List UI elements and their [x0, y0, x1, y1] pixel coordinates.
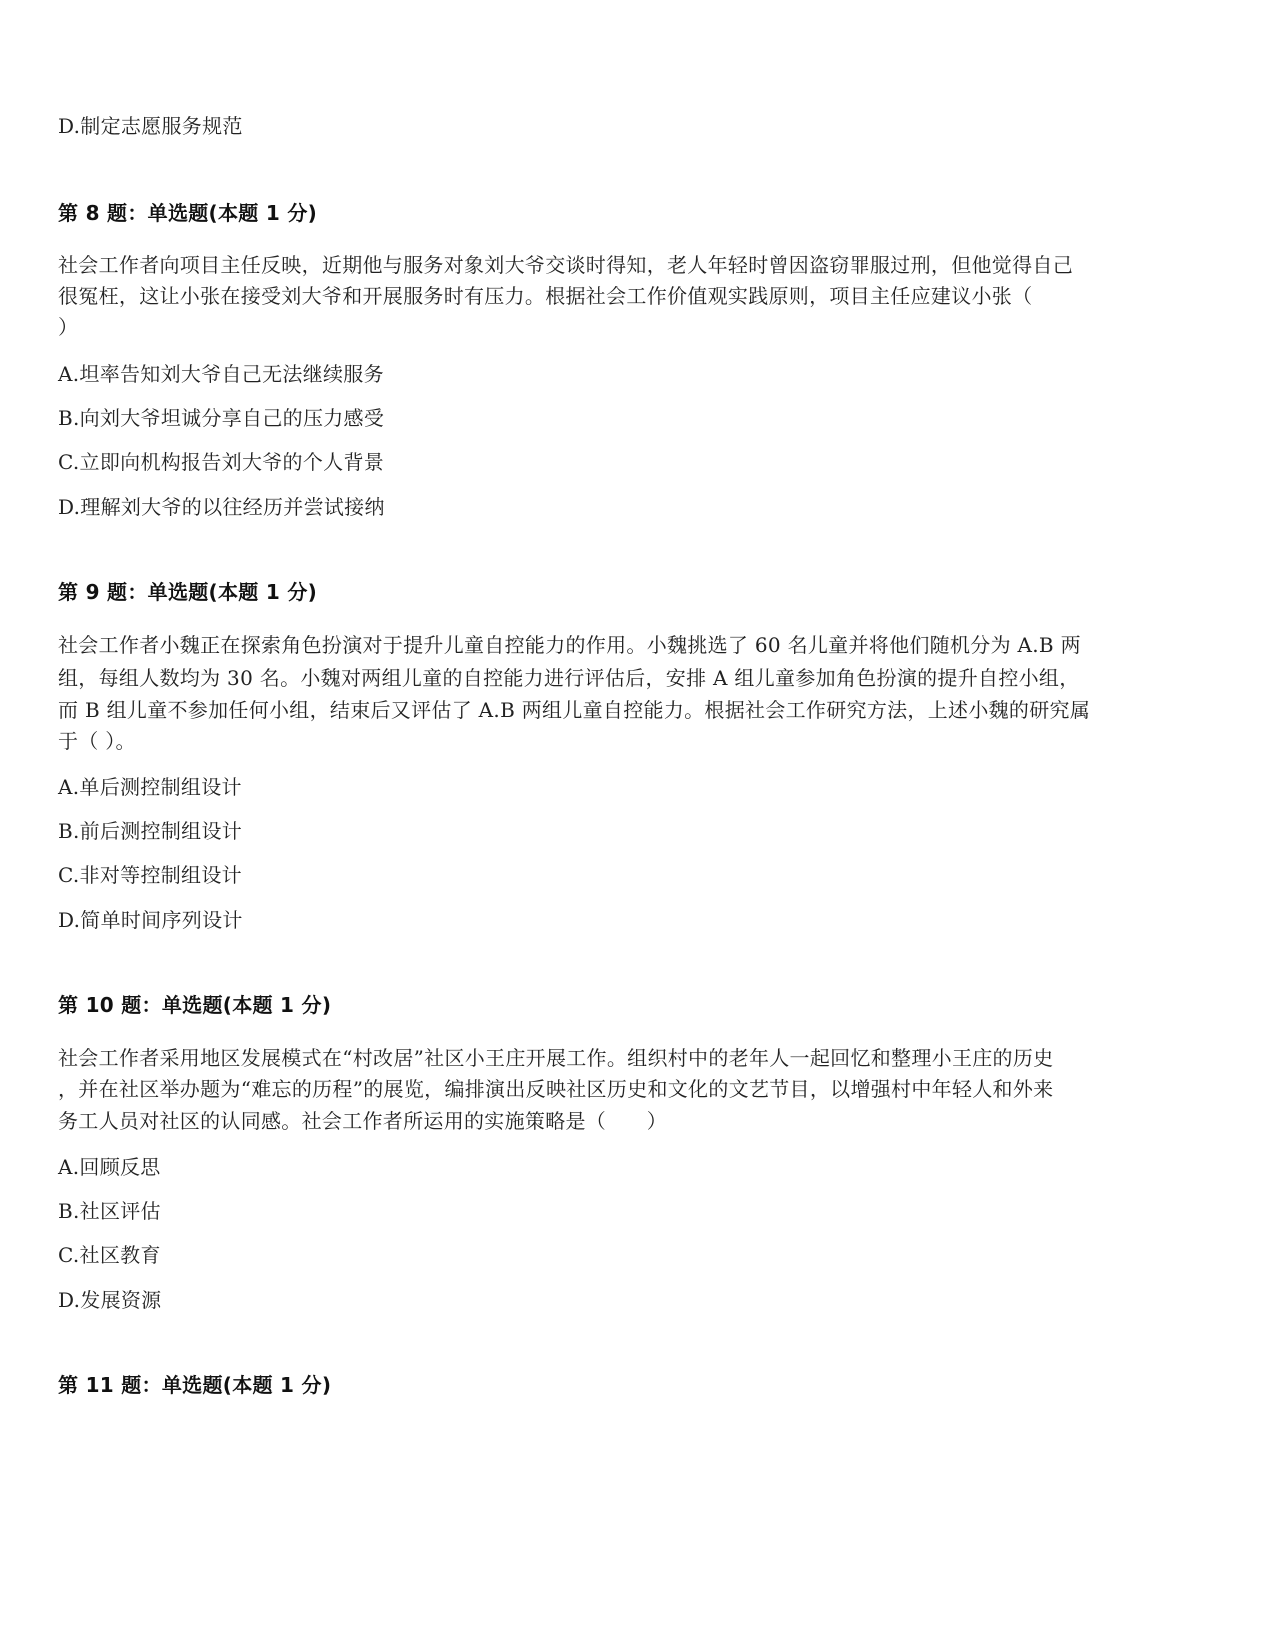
- question-9-option-b: B.前后测控制组设计: [58, 819, 243, 843]
- question-10-stem-line-1: 社会工作者采用地区发展模式在“村改居”社区小王庄开展工作。组织村中的老年人一起回忆和整理小王庄的历史: [58, 1046, 1054, 1070]
- question-10-heading: 第 10 题：单选题(本题 1 分): [58, 993, 332, 1017]
- question-10-stem-line-2: ，并在社区举办题为“难忘的历程”的展览，编排演出反映社区历史和文化的文艺节目，以增强村中年轻人和外来: [58, 1077, 1054, 1101]
- question-10-stem-line-3: 务工人员对社区的认同感。社会工作者所运用的实施策略是（ ）: [58, 1109, 667, 1133]
- question-9-heading: 第 9 题：单选题(本题 1 分): [58, 580, 318, 604]
- question-8-option-c: C.立即向机构报告刘大爷的个人背景: [58, 450, 385, 474]
- question-8-heading: 第 8 题：单选题(本题 1 分): [58, 201, 318, 225]
- question-8-option-b: B.向刘大爷坦诚分享自己的压力感受: [58, 406, 385, 430]
- prev-question-option-d: D.制定志愿服务规范: [58, 114, 243, 138]
- question-9-option-c: C.非对等控制组设计: [58, 863, 242, 887]
- question-10-option-a: A.回顾反思: [58, 1155, 161, 1179]
- question-8-stem-line-1: 社会工作者向项目主任反映，近期他与服务对象刘大爷交谈时得知，老人年轻时曾因盗窃罪服过刑，但他觉得自己: [58, 253, 1073, 277]
- question-8-stem-line-2: 很冤枉，这让小张在接受刘大爷和开展服务时有压力。根据社会工作价值观实践原则，项目主任应建议小张（: [58, 284, 1033, 308]
- question-11-heading: 第 11 题：单选题(本题 1 分): [58, 1373, 332, 1397]
- question-9-option-d: D.简单时间序列设计: [58, 908, 243, 932]
- question-10-option-c: C.社区教育: [58, 1243, 161, 1267]
- question-10-option-b: B.社区评估: [58, 1199, 161, 1223]
- question-9-option-a: A.单后测控制组设计: [58, 775, 242, 799]
- question-9-stem-line-4: 于（ ）。: [58, 729, 136, 753]
- question-8-stem-line-3: ）: [58, 315, 79, 339]
- question-8-option-a: A.坦率告知刘大爷自己无法继续服务: [58, 362, 384, 386]
- question-9-stem-line-1: 社会工作者小魏正在探索角色扮演对于提升儿童自控能力的作用。小魏挑选了 60 名儿童并将他们随机分为 A.B 两: [58, 633, 1081, 657]
- question-9-stem-line-3: 而 B 组儿童不参加任何小组，结束后又评估了 A.B 两组儿童自控能力。根据社会工作研究方法，上述小魏的研究属: [58, 698, 1091, 722]
- question-8-option-d: D.理解刘大爷的以往经历并尝试接纳: [58, 495, 385, 519]
- question-9-stem-line-2: 组，每组人数均为 30 名。小魏对两组儿童的自控能力进行评估后，安排 A 组儿童参加角色扮演的提升自控小组，: [58, 666, 1080, 690]
- question-10-option-d: D.发展资源: [58, 1288, 162, 1312]
